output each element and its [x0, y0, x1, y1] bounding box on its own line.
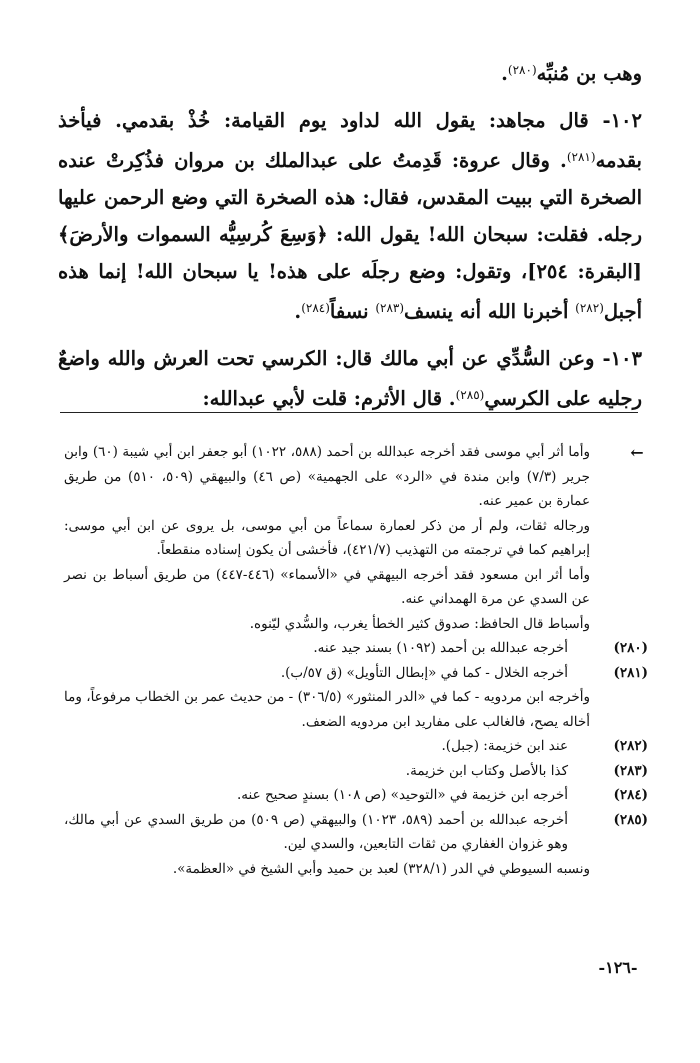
- footnote-282: (٢٨٢) عند ابن خزيمة: (جبل).: [64, 734, 608, 759]
- note-continuation: وأسباط قال الحافظ: صدوق كثير الخطأ يغرب، والسُّدي ليّنوه.: [249, 615, 590, 632]
- footnote-ref-282[interactable]: (٢٨٢): [575, 301, 604, 315]
- footnote-number: (٢٨١): [613, 664, 648, 681]
- footnote-281: (٢٨١) أخرجه الخلال - كما في «إبطال التأويل» (ق ٥٧/ب).: [64, 661, 608, 686]
- footnote-ref-283[interactable]: (٢٨٣): [375, 301, 405, 315]
- footnote-separator: [60, 412, 638, 413]
- note-continuation: ورجاله ثقات، ولم أر من ذكر لعمارة سماعاً من أبي موسى، بل يروى عن ابن أبي موسى: إبراهيم كما في ترجمته من التهذيب (٤٢١/٧)، فأخشى أن يكون إسناده منقطعاً.: [64, 517, 590, 558]
- footnote-283: (٢٨٣) كذا بالأصل وكتاب ابن خزيمة.: [64, 759, 608, 784]
- main-text: [58, 52, 642, 417]
- footnote-280: (٢٨٠) أخرجه عبدالله بن أحمد (١٠٩٢) بسند جيد عنه.: [64, 636, 608, 661]
- paragraph-number: ١٠٢-: [602, 109, 642, 132]
- footnote-number: (٢٨٤): [613, 787, 648, 803]
- note-continuation: وأما أثر ابن مسعود فقد أخرجه البيهقي في «الأسماء» (٤٤٦-٤٤٧) من طريق أسباط بن نصر عن السدي عن مرة الهمداني عنه.: [64, 566, 590, 607]
- paragraph-102: ١٠٢- قال مجاهد: يقول الله لداود يوم القيامة: خُذْ بقدمي. فيأخذ بقدمه$^{(٢٨١)}$. وقال عروة: قَدِمتُ على عبدالملك بن مروان فذُكِرتْ عنده الصخرة التي ببيت المقدس، فقال: هذه الصخرة التي وضع الرحمن عليها رجله. فقلت: سبحان الله! يقول الله: ﴿وَسِعَ كُرسِيُّه السموات والأرضَ﴾ [البقرة: ٢٥٤]، وتقول: وضع رجلَه على هذه! يا سبحان الله! إنما هذه أجبل$^{(٢٨٢)}$ أخبرنا الله أنه ينسف$^{(٢٨٣)}$ نسفاً$^{(٢٨٤)}$.: [58, 109, 642, 323]
- footnote-ref-281[interactable]: (٢٨١): [566, 150, 596, 164]
- footnote-285-continued: ونسبه السيوطي في الدر (٣٢٨/١) لعبد بن حميد وأبي الشيخ في «العظمة».: [172, 860, 590, 877]
- page-number: -١٢٦-: [598, 958, 638, 977]
- footnote-ref-284[interactable]: (٢٨٤): [301, 301, 330, 315]
- footnote-281-continued: وأخرجه ابن مردويه - كما في «الدر المنثور» (٣٠٦/٥) - من حديث عمر بن الخطاب مرفوعاً، وما أخاله يصح، فالغالب على مفاريد ابن مردويه الضعف.: [64, 689, 590, 730]
- continuation-arrow-icon: ←: [630, 443, 644, 462]
- footnote-number: (٢٨٥): [613, 811, 648, 828]
- paragraph-number: ١٠٣-: [602, 347, 642, 370]
- footnote-284: (٢٨٤) أخرجه ابن خزيمة في «التوحيد» (ص ١٠٨) بسندٍ صحيح عنه.: [64, 783, 608, 808]
- paragraph-continuation: وهب بن مُنبِّه$^{(٢٨٠)}$.: [501, 62, 642, 85]
- footnote-285: (٢٨٥) أخرجه عبدالله بن أحمد (٥٨٩، ١٠٢٣) والبيهقي (ص ٥٠٩) من طريق السدي عن أبي مالك، وهو غزوان الغفاري من ثقات التابعين، والسدي لين.: [64, 808, 608, 857]
- footnote-number: (٢٨٢): [613, 738, 648, 754]
- note-continuation: وأما أثر أبي موسى فقد أخرجه عبدالله بن أحمد (٥٨٨، ١٠٢٢) أبو جعفر ابن أبي شيبة (٦٠) وابن جرير (٧/٣) وابن مندة في «الرد» على الجهمية» (ص ٤٦) والبيهقي (٥٠٩، ٥١٠) من طريق عمارة بن عمير عنه.: [64, 444, 590, 509]
- footnote-number: (٢٨٣): [613, 762, 648, 779]
- footnote-ref-285[interactable]: (٢٨٥): [455, 388, 485, 402]
- footnote-ref-280[interactable]: (٢٨٠): [507, 63, 537, 77]
- footnotes: [64, 440, 648, 881]
- footnote-number: (٢٨٠): [613, 640, 648, 656]
- paragraph-103: ١٠٣- وعن السُّدِّي عن أبي مالك قال: الكرسي تحت العرش والله واضعٌ رجليه على الكرسي$^{(٢٨٥)}$. قال الأثرم: قلت لأبي عبدالله:: [58, 347, 642, 410]
